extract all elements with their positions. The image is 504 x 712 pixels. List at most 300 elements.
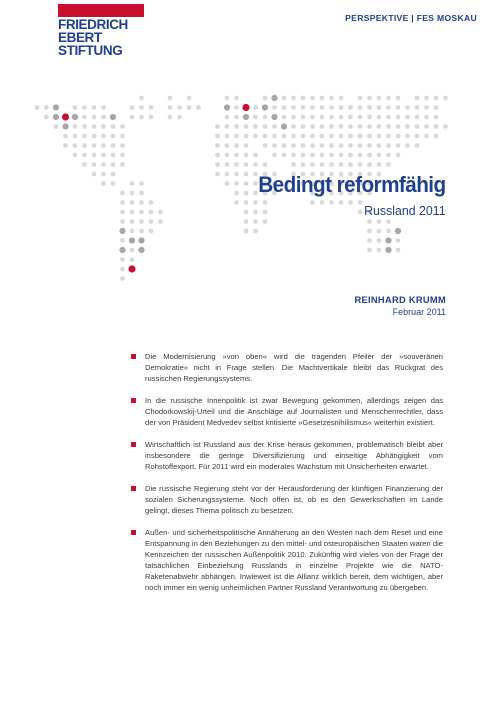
map-dot bbox=[139, 200, 144, 205]
map-dot bbox=[339, 105, 344, 110]
map-dot bbox=[377, 162, 382, 167]
map-dot bbox=[225, 172, 230, 177]
map-dot bbox=[253, 124, 258, 129]
map-dot bbox=[310, 115, 315, 120]
map-dot bbox=[396, 96, 401, 101]
map-dot bbox=[396, 248, 401, 253]
map-dot bbox=[348, 105, 353, 110]
map-dot bbox=[149, 229, 154, 234]
map-dot bbox=[415, 143, 420, 148]
map-dot bbox=[434, 96, 439, 101]
map-dot bbox=[339, 96, 344, 101]
map-dot bbox=[272, 143, 277, 148]
map-dot bbox=[320, 96, 325, 101]
map-dot bbox=[367, 248, 372, 253]
map-dot bbox=[329, 96, 334, 101]
map-dot bbox=[348, 153, 353, 158]
map-dot bbox=[263, 219, 268, 224]
map-dot bbox=[63, 143, 68, 148]
map-dot bbox=[253, 229, 258, 234]
map-dot bbox=[111, 134, 116, 139]
map-dot bbox=[301, 162, 306, 167]
map-dot bbox=[234, 134, 239, 139]
bullet-text: Wirtschaftlich ist Russland aus der Krise heraus gekommen, problematisch bleibt aber insbesondere die geringe Diversifizierung und einseitige Abhängigkeit vom Rohstoffexport. Für 2011 wird ein moderates Wachstum mit Unsicherheiten erwartet. bbox=[145, 440, 443, 471]
publication-date: Februar 2011 bbox=[392, 307, 446, 317]
map-dot bbox=[377, 134, 382, 139]
map-dot bbox=[243, 114, 249, 120]
map-dot bbox=[320, 143, 325, 148]
map-dot bbox=[415, 134, 420, 139]
map-dot bbox=[187, 105, 192, 110]
map-dot bbox=[215, 143, 220, 148]
map-dot bbox=[405, 115, 410, 120]
map-dot bbox=[120, 162, 125, 167]
map-dot bbox=[244, 143, 249, 148]
map-dot bbox=[225, 96, 230, 101]
map-dot bbox=[291, 134, 296, 139]
map-dot bbox=[377, 96, 382, 101]
map-dot bbox=[92, 134, 97, 139]
bullet-item bbox=[131, 527, 443, 593]
map-dot bbox=[120, 191, 125, 196]
map-dot bbox=[291, 162, 296, 167]
map-dot bbox=[263, 134, 268, 139]
map-dot bbox=[225, 124, 230, 129]
bullet-item bbox=[131, 395, 443, 428]
map-dot bbox=[263, 115, 268, 120]
map-dot bbox=[168, 115, 173, 120]
map-dot bbox=[310, 96, 315, 101]
map-dot bbox=[434, 134, 439, 139]
map-dot bbox=[348, 162, 353, 167]
map-dot bbox=[320, 134, 325, 139]
map-dot bbox=[82, 153, 87, 158]
map-dot bbox=[120, 210, 125, 215]
map-dot bbox=[101, 134, 106, 139]
map-dot bbox=[310, 105, 315, 110]
map-dot bbox=[358, 134, 363, 139]
map-dot bbox=[215, 134, 220, 139]
map-dot bbox=[386, 96, 391, 101]
map-dot bbox=[253, 134, 258, 139]
map-dot bbox=[377, 248, 382, 253]
map-dot bbox=[358, 153, 363, 158]
map-dot bbox=[377, 115, 382, 120]
page-subtitle: Russland 2011 bbox=[364, 203, 446, 218]
map-dot bbox=[120, 257, 125, 262]
map-dot bbox=[396, 105, 401, 110]
map-dot bbox=[348, 124, 353, 129]
map-dot bbox=[443, 124, 448, 129]
map-dot bbox=[329, 162, 334, 167]
map-dot bbox=[262, 104, 268, 110]
map-dot bbox=[386, 229, 391, 234]
map-dot bbox=[282, 143, 287, 148]
map-dot bbox=[377, 105, 382, 110]
title-block bbox=[242, 173, 446, 218]
map-dot bbox=[53, 104, 59, 110]
map-dot bbox=[92, 153, 97, 158]
map-dot bbox=[130, 219, 135, 224]
map-dot bbox=[130, 229, 135, 234]
map-dot bbox=[244, 124, 249, 129]
map-dot bbox=[301, 153, 306, 158]
map-dot bbox=[234, 96, 239, 101]
map-dot bbox=[405, 134, 410, 139]
map-dot bbox=[138, 237, 144, 243]
map-dot bbox=[234, 181, 239, 186]
map-dot bbox=[82, 105, 87, 110]
bullet-square-icon bbox=[131, 442, 136, 447]
bullet-text: In die russische Innenpolitik ist zwar Bewegung gekommen, allerdings zeigen das Chodorkowskij-Urteil und die Anschläge auf Journalisten und Menschenrechtler, dass der von Präsident Medvedev selbst kritisierte »Gesetzesnihilismus« weiterhin existiert. bbox=[145, 396, 443, 427]
map-dot bbox=[396, 134, 401, 139]
map-dot bbox=[253, 162, 258, 167]
map-dot bbox=[263, 124, 268, 129]
map-dot bbox=[82, 134, 87, 139]
map-dot bbox=[367, 96, 372, 101]
map-dot bbox=[424, 124, 429, 129]
map-dot bbox=[119, 228, 125, 234]
map-dot bbox=[329, 115, 334, 120]
map-dot bbox=[415, 105, 420, 110]
map-dot bbox=[367, 134, 372, 139]
map-dot bbox=[377, 143, 382, 148]
map-dot bbox=[291, 153, 296, 158]
map-dot bbox=[301, 105, 306, 110]
bullet-square-icon bbox=[131, 398, 136, 403]
map-dot bbox=[54, 124, 59, 129]
map-dot bbox=[320, 124, 325, 129]
map-dot bbox=[111, 143, 116, 148]
map-dot bbox=[234, 200, 239, 205]
map-dot bbox=[415, 115, 420, 120]
map-dot bbox=[53, 114, 59, 120]
map-dot bbox=[301, 143, 306, 148]
page-title: Bedingt reformfähig bbox=[258, 172, 446, 197]
map-dot bbox=[101, 105, 106, 110]
map-dot-highlight bbox=[62, 113, 69, 120]
map-dot bbox=[120, 134, 125, 139]
map-dot bbox=[348, 115, 353, 120]
map-dot bbox=[358, 143, 363, 148]
map-dot bbox=[44, 115, 49, 120]
map-dot bbox=[263, 96, 268, 101]
author-name: REINHARD KRUMM bbox=[354, 295, 446, 305]
map-dot bbox=[329, 105, 334, 110]
map-dot bbox=[130, 200, 135, 205]
map-dot bbox=[234, 191, 239, 196]
bullet-square-icon bbox=[131, 530, 136, 535]
map-dot bbox=[367, 162, 372, 167]
map-dot bbox=[424, 115, 429, 120]
map-dot bbox=[386, 153, 391, 158]
bullet-item bbox=[131, 483, 443, 516]
map-dot bbox=[244, 219, 249, 224]
map-dot bbox=[348, 134, 353, 139]
map-dot bbox=[73, 124, 78, 129]
map-dot bbox=[396, 238, 401, 243]
map-dot bbox=[272, 153, 277, 158]
map-dot bbox=[386, 124, 391, 129]
map-dot bbox=[329, 134, 334, 139]
map-dot bbox=[244, 134, 249, 139]
map-dot bbox=[396, 143, 401, 148]
map-dot bbox=[62, 123, 68, 129]
map-dot bbox=[215, 124, 220, 129]
map-dot bbox=[158, 219, 163, 224]
map-dot bbox=[339, 143, 344, 148]
map-dot bbox=[120, 238, 125, 243]
map-dot bbox=[73, 105, 78, 110]
map-dot bbox=[73, 143, 78, 148]
map-dot bbox=[82, 162, 87, 167]
map-dot bbox=[377, 153, 382, 158]
map-dot bbox=[139, 191, 144, 196]
map-dot bbox=[168, 96, 173, 101]
logo-line-3: STIFTUNG bbox=[58, 43, 123, 58]
map-dot bbox=[320, 162, 325, 167]
map-dot bbox=[329, 153, 334, 158]
map-dot bbox=[225, 143, 230, 148]
logo-bar bbox=[58, 4, 144, 17]
map-dot bbox=[177, 105, 182, 110]
map-dot bbox=[415, 96, 420, 101]
map-dot bbox=[339, 134, 344, 139]
map-dot bbox=[82, 124, 87, 129]
map-dot bbox=[120, 219, 125, 224]
map-dot bbox=[139, 105, 144, 110]
map-dot bbox=[358, 115, 363, 120]
map-dot bbox=[92, 105, 97, 110]
map-dot bbox=[310, 143, 315, 148]
map-dot bbox=[101, 162, 106, 167]
map-dot bbox=[424, 96, 429, 101]
map-dot bbox=[234, 143, 239, 148]
map-dot bbox=[310, 162, 315, 167]
map-dot bbox=[149, 219, 154, 224]
map-dot bbox=[234, 162, 239, 167]
map-dot bbox=[234, 105, 239, 110]
map-dot bbox=[253, 219, 258, 224]
map-dot bbox=[385, 237, 391, 243]
map-dot bbox=[320, 115, 325, 120]
map-dot bbox=[386, 162, 391, 167]
map-dot bbox=[367, 238, 372, 243]
map-dot bbox=[310, 124, 315, 129]
map-dot bbox=[272, 124, 277, 129]
map-dot bbox=[367, 153, 372, 158]
map-dot bbox=[291, 143, 296, 148]
map-dot bbox=[111, 181, 116, 186]
map-dot bbox=[120, 200, 125, 205]
map-dot bbox=[225, 162, 230, 167]
map-dot bbox=[396, 153, 401, 158]
map-dot bbox=[139, 181, 144, 186]
map-dot bbox=[386, 143, 391, 148]
map-dot bbox=[73, 134, 78, 139]
bullet-item bbox=[131, 439, 443, 472]
map-dot bbox=[282, 96, 287, 101]
map-dot bbox=[120, 153, 125, 158]
logo-line-1: FRIEDRICH bbox=[58, 17, 128, 32]
map-dot bbox=[253, 105, 258, 110]
map-dot bbox=[130, 115, 135, 120]
map-dot bbox=[434, 105, 439, 110]
map-dot bbox=[377, 219, 382, 224]
map-dot bbox=[272, 105, 277, 110]
map-dot bbox=[92, 162, 97, 167]
map-dot bbox=[224, 104, 230, 110]
map-dot bbox=[72, 114, 78, 120]
author-block bbox=[355, 295, 446, 317]
map-dot bbox=[111, 172, 116, 177]
map-dot bbox=[44, 105, 49, 110]
map-dot bbox=[225, 115, 230, 120]
map-dot bbox=[386, 219, 391, 224]
bullet-text: Die Modernisierung »von oben« wird die tragenden Pfeiler der »souveränen Demokratie« nicht in Frage stellen. Die Machtvertikale bleibt das Rückgrat des russischen Regierungssystems. bbox=[145, 352, 443, 383]
map-dot bbox=[234, 153, 239, 158]
map-dot bbox=[367, 219, 372, 224]
map-dot bbox=[282, 153, 287, 158]
map-dot bbox=[320, 153, 325, 158]
map-dot bbox=[234, 124, 239, 129]
map-dot bbox=[187, 96, 192, 101]
map-dot bbox=[139, 210, 144, 215]
map-dot bbox=[244, 153, 249, 158]
map-dot bbox=[101, 143, 106, 148]
map-dot bbox=[310, 134, 315, 139]
map-dot bbox=[367, 105, 372, 110]
map-dot bbox=[386, 105, 391, 110]
map-dot bbox=[377, 124, 382, 129]
map-dot bbox=[92, 143, 97, 148]
map-dot bbox=[291, 115, 296, 120]
map-dot bbox=[111, 162, 116, 167]
map-dot bbox=[367, 124, 372, 129]
map-dot bbox=[348, 143, 353, 148]
map-dot bbox=[139, 96, 144, 101]
map-dot bbox=[130, 210, 135, 215]
map-dot bbox=[253, 115, 258, 120]
map-dot bbox=[396, 124, 401, 129]
map-dot bbox=[281, 123, 287, 129]
map-dot bbox=[377, 229, 382, 234]
map-dot bbox=[110, 114, 116, 120]
map-dot bbox=[130, 105, 135, 110]
map-dot bbox=[320, 105, 325, 110]
map-dot bbox=[358, 96, 363, 101]
map-dot bbox=[244, 162, 249, 167]
map-dot bbox=[92, 124, 97, 129]
map-dot bbox=[358, 124, 363, 129]
bullet-text: Außen- und sicherheitspolitische Annäherung an den Westen nach dem Reset und eine Entspannung in den Beziehungen zu den mittel- und osteuropäischen Staaten waren die Kennzeichen der russischen Außenpolitik 2010. Zukünftig wird vieles von der Frage der tatsächlichen Einbeziehung Russlands in einzelne Projekte wie die NATO-Raketenabwehr abhängen. Inwieweit ist die Allianz wirklich bereit, dem wichtigen, aber noch immer ein wenig unheimlichen Partner Russland Verantwortung zu übergeben. bbox=[145, 528, 443, 592]
map-dot bbox=[244, 229, 249, 234]
map-dot bbox=[215, 162, 220, 167]
map-dot bbox=[424, 105, 429, 110]
map-dot bbox=[291, 96, 296, 101]
map-dot bbox=[139, 229, 144, 234]
map-dot bbox=[253, 153, 258, 158]
map-dot bbox=[271, 95, 277, 101]
map-dot bbox=[301, 134, 306, 139]
map-dot bbox=[377, 238, 382, 243]
map-dot bbox=[291, 105, 296, 110]
map-dot bbox=[139, 115, 144, 120]
bullet-square-icon bbox=[131, 486, 136, 491]
map-dot bbox=[196, 105, 201, 110]
map-dot bbox=[282, 134, 287, 139]
map-dot bbox=[396, 115, 401, 120]
map-dot bbox=[358, 105, 363, 110]
map-dot bbox=[35, 105, 40, 110]
map-dot bbox=[339, 153, 344, 158]
map-dot bbox=[310, 153, 315, 158]
fes-logo bbox=[58, 4, 146, 57]
map-dot bbox=[367, 115, 372, 120]
map-dot bbox=[282, 105, 287, 110]
map-dot bbox=[177, 115, 182, 120]
map-dot bbox=[225, 153, 230, 158]
map-dot bbox=[129, 237, 135, 243]
map-dot bbox=[101, 124, 106, 129]
map-dot-highlight bbox=[242, 104, 249, 111]
map-dot bbox=[415, 124, 420, 129]
map-dot bbox=[111, 153, 116, 158]
map-dot bbox=[272, 134, 277, 139]
map-dot bbox=[82, 115, 87, 120]
map-dot bbox=[101, 181, 106, 186]
map-dot bbox=[339, 162, 344, 167]
map-dot bbox=[120, 124, 125, 129]
map-dot bbox=[130, 181, 135, 186]
bullet-text: Die russische Regierung steht vor der Herausforderung der künftigen Finanzierung der sozialen Sicherungssysteme. Noch offen ist, ob es den Gewerkschaften im Lande gelingt, dieses Thema politisch zu besetzen. bbox=[145, 484, 443, 515]
map-dot bbox=[263, 143, 268, 148]
map-dot bbox=[367, 143, 372, 148]
map-dot-highlight bbox=[128, 265, 135, 272]
map-dot bbox=[130, 257, 135, 262]
map-dot bbox=[101, 115, 106, 120]
map-dot bbox=[271, 114, 277, 120]
map-dot bbox=[385, 247, 391, 253]
logo-line-2: EBERT bbox=[58, 30, 102, 45]
map-dot bbox=[92, 115, 97, 120]
map-dot bbox=[434, 124, 439, 129]
map-dot bbox=[282, 115, 287, 120]
map-dot bbox=[434, 115, 439, 120]
map-dot bbox=[120, 267, 125, 272]
map-dot bbox=[92, 172, 97, 177]
map-dot bbox=[120, 143, 125, 148]
map-dot bbox=[405, 143, 410, 148]
map-dot bbox=[395, 228, 401, 234]
map-dot bbox=[301, 96, 306, 101]
map-dot bbox=[138, 247, 144, 253]
map-dot bbox=[111, 124, 116, 129]
map-dot bbox=[367, 229, 372, 234]
bullet-square-icon bbox=[131, 354, 136, 359]
map-dot bbox=[120, 276, 125, 281]
map-dot bbox=[63, 134, 68, 139]
map-dot bbox=[234, 115, 239, 120]
map-dot bbox=[82, 143, 87, 148]
series-label: PERSPEKTIVE | FES MOSKAU bbox=[345, 13, 477, 23]
map-dot bbox=[386, 134, 391, 139]
map-dot bbox=[149, 115, 154, 120]
map-dot bbox=[339, 124, 344, 129]
map-dot bbox=[339, 115, 344, 120]
map-dot bbox=[301, 115, 306, 120]
map-dot bbox=[139, 219, 144, 224]
